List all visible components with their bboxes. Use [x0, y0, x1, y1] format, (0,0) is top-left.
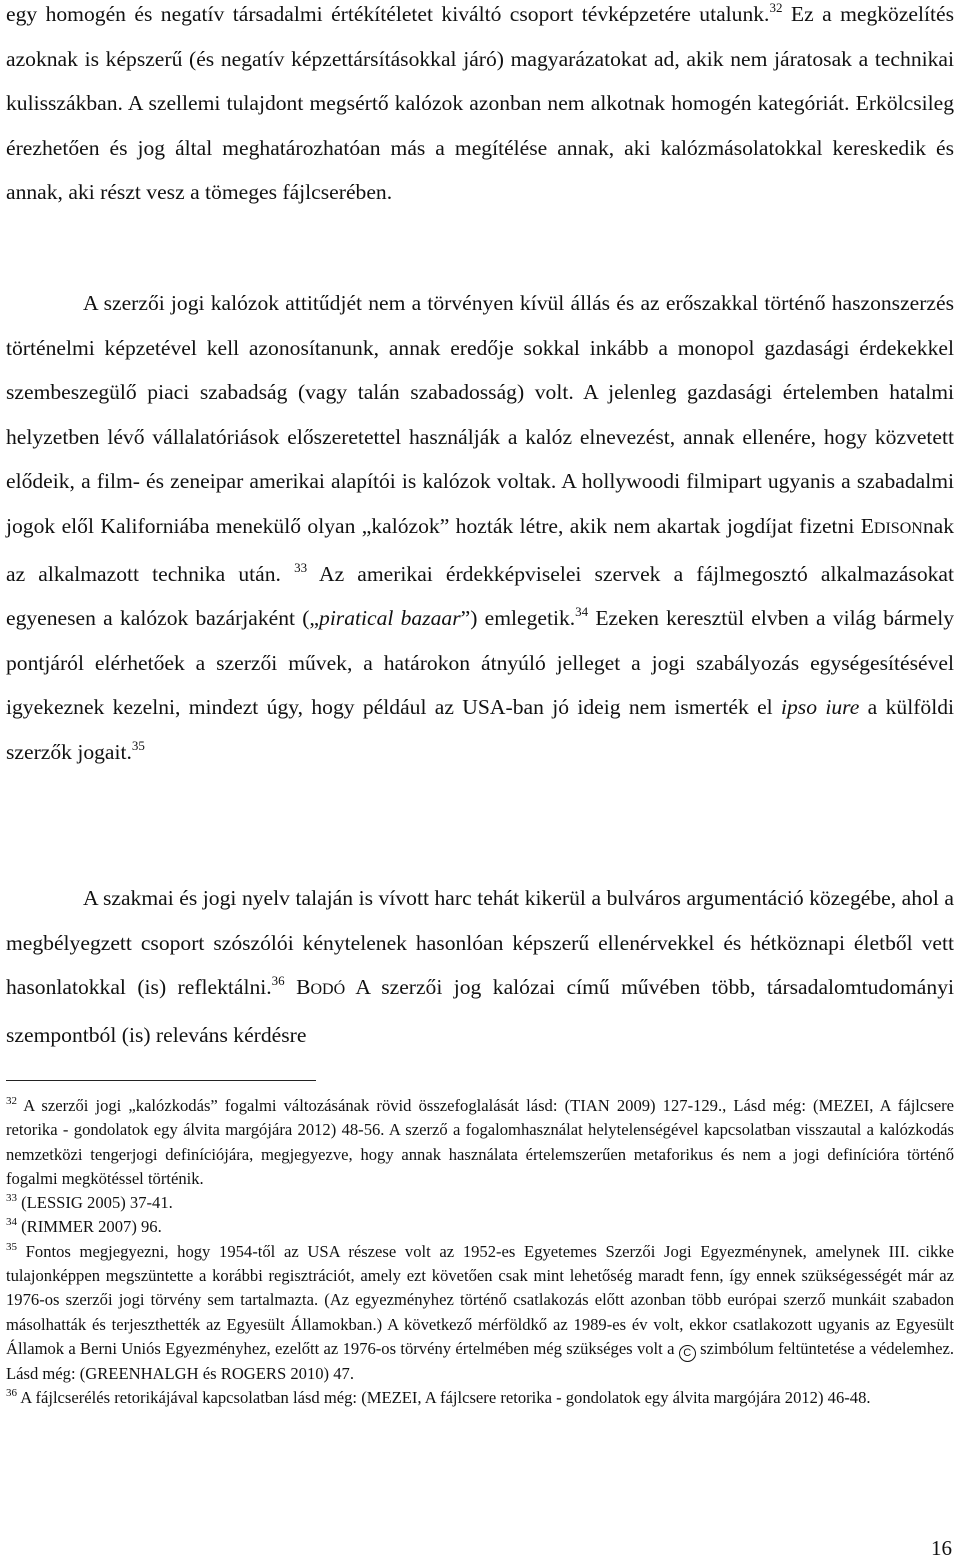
body-paragraph-1 [6, 0, 954, 215]
page-number: 16 [931, 1536, 952, 1560]
paragraph-text: Az amerikai érdekképviselei szervek a fájlmegosztó alkalmazásokat egyenesen a kalózok bazárjaként ( [6, 561, 954, 631]
small-caps-name: ODÓ [310, 981, 346, 999]
paragraph-text: Ez a megközelítés azoknak is képszerű (és negatív képzettársításokkal járó) magyarázatokat ad, akik nem járatosak a technikai kulisszákban. A szellemi tulajdont megsértő kalózok azonban nem alkotnak homogén kategóriát. Erkölcsileg érezhetően és jog által meghatározhatóan más a megítélése annak, aki kalózmásolatokkal kereskedik és annak, aki részt vesz a tömeges fájlcserében. [6, 2, 954, 205]
quote-mark: „ [309, 606, 320, 631]
copyright-icon: C [679, 1345, 696, 1362]
footnote-text: Fontos megjegyezni, hogy 1954-től az USA részese volt az 1952-es Egyetemes Szerzői Jogi Egyezménynek, amelynek III. cikke tulajonképpen megszüntette a korábbi regisztrációt, amely ezt követően csak mint lehetőség maradt fenn, így ennek szükségességét már az 1976-os szerzői jogi törvény sem tartalmazta. (Az egyezményhez történő csatlakozás előtt azonban több európai szerző munkáit szabadon másolhatták és terjeszthették az Egyesült Államokban.) A következő mérföldkő az 1989-es év volt, ekkor csatlakozott ugyanis az Egyesült Államok a Berni Uniós Egyezményhez, ezelőtt az 1976-os törvény értelmében még szükséges volt a [6, 1241, 954, 1358]
footnote-34 [6, 1215, 954, 1239]
footnote-36 [6, 1386, 954, 1410]
paragraph-text: ) emlegetik. [470, 606, 576, 631]
footnote-number: 34 [6, 1216, 17, 1229]
footnote-ref-33[interactable]: 33 [294, 559, 308, 575]
body-paragraph-2 [6, 281, 954, 775]
footnote-number: 35 [6, 1240, 17, 1253]
footnote-text: A fájlcserélés retorikájával kapcsolatban lásd még: (MEZEI, A fájlcsere retorika - gondolatok egy álvita margójára 2012) 46-48. [17, 1388, 871, 1408]
italic-term: piratical bazaar [319, 606, 461, 631]
footnote-number: 32 [6, 1095, 17, 1107]
footnote-ref-34[interactable]: 34 [575, 604, 589, 620]
footnote-ref-36[interactable]: 36 [271, 973, 285, 989]
footnote-number: 33 [6, 1192, 17, 1205]
footnote-text: szimbólum feltüntetése a védelemhez. Lásd még: (GREENHALGH és ROGERS 2010) 47. [6, 1338, 954, 1383]
footnote-number: 36 [6, 1387, 17, 1400]
paragraph-text: a külföldi szerzők jogait. [6, 695, 954, 764]
paragraph-text: B [284, 975, 311, 1000]
footnote-text: (RIMMER 2007) 96. [17, 1217, 162, 1237]
paragraph-text: A szakmai és jogi nyelv talaján is vívott harc tehát kikerül a bulváros argumentáció közegébe, ahol a megbélyegzett csoport szószólói kénytelenek hasonlóan képszerű ellenérvekkel és hétköznapi életből vett hasonlatokkal (is) reflektálni. [6, 886, 954, 1000]
footnote-32 [6, 1094, 954, 1191]
body-paragraph-3 [6, 876, 954, 1057]
footnotes-section [6, 1094, 954, 1411]
footnote-ref-35[interactable]: 35 [131, 737, 145, 753]
paragraph-text: A szerzői jogi kalózok attitűdjét nem a törvényen kívül állás és az erőszakkal történő haszonszerzés történelmi képzetével kell azonosítanunk, annak eredője sokkal inkább a monopol gazdasági érdekekkel szembeszegülő piaci szabadság (vagy talán szabadosság) volt. A jelenleg gazdasági értelemben hatalmi helyzetben lévő vállalatóriások előszeretettel használják a kalóz elnevezést, annak ellenére, hogy közvetett elődeik, a film- és zeneipar amerikai alapítói is kalózok voltak. A hollywoodi filmipart ugyanis a szabadalmi jogok elől Kaliforniába menekülő olyan „kalózok” hozták létre, akik nem akartak jogdíjat fizetni E [6, 291, 954, 538]
paragraph-text: nak az alkalmazott technika után. [6, 513, 954, 586]
footnote-ref-32[interactable]: 32 [769, 0, 783, 15]
small-caps-name: DISON [873, 519, 923, 537]
quote-mark: ” [460, 606, 471, 631]
footnote-35 [6, 1240, 954, 1386]
footnote-text: A szerzői jogi „kalózkodás” fogalmi változásának rövid összefoglalását lásd: (TIAN 2009) 127-129., Lásd még: (MEZEI, A fájlcsere retorika - gondolatok egy álvita margójára 2012) 48-56. A szerző a fogalomhasználat helytelenségével kapcsolatban visszautal a kalózkodás nemzetközi tengerjogi definíciójára, megjegyezve, hogy annak használata értelemszerűen metaforikus és nem a jogi definícióra történő fogalmi megkötéssel történik. [6, 1096, 954, 1188]
paragraph-text: Ezeken keresztül elvben a világ bármely pontjáról elérhetőek a szerzői művek, a határokon átnyúló jelleget a jogi szabályozás egységesítésével igyekeznek kezelni, mindezt úgy, hogy például az USA-ban jó ideig nem ismerték el [6, 606, 954, 720]
paragraph-text: A szerzői jog kalózai című művében több, társadalomtudományi szempontból (is) releváns kérdésre [6, 975, 954, 1047]
italic-term: ipso iure [781, 695, 860, 720]
footnote-text: (LESSIG 2005) 37-41. [17, 1193, 173, 1213]
footnote-separator [6, 1080, 316, 1081]
paragraph-text: egy homogén és negatív társadalmi értékítéletet kiváltó csoport tévképzetére utalunk. [6, 2, 770, 26]
footnote-33 [6, 1191, 954, 1215]
